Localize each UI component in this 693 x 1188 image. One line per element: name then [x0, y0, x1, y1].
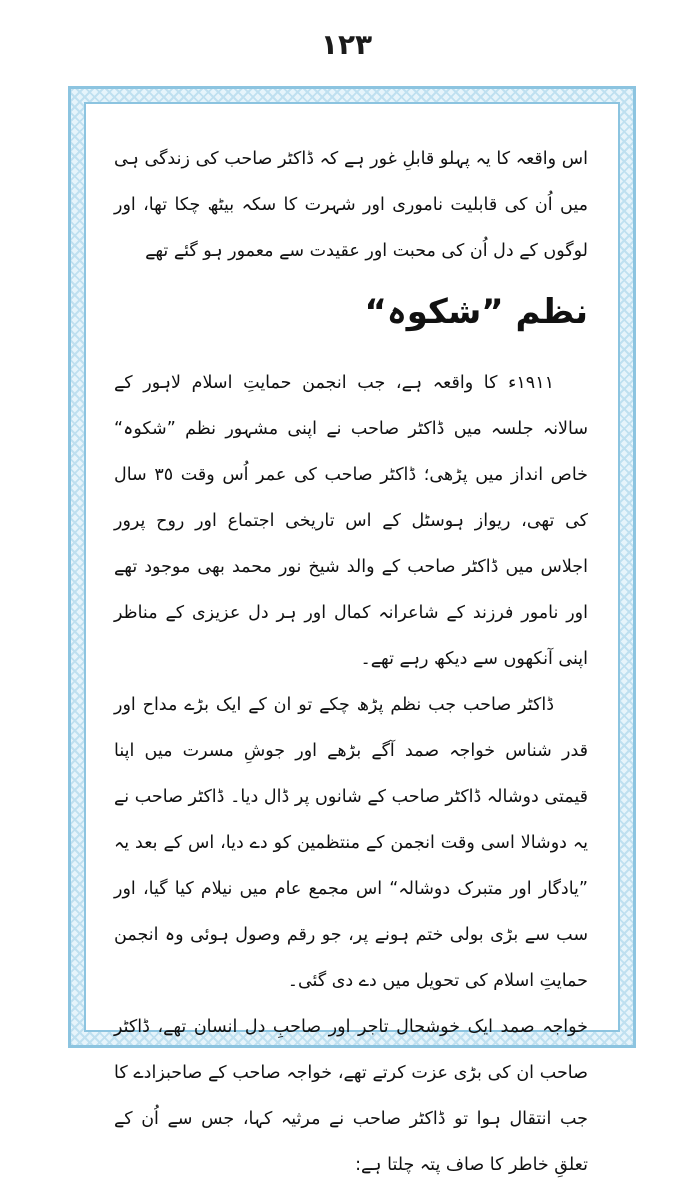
page-content	[114, 136, 588, 1175]
page-text-area	[84, 102, 620, 1175]
decorative-page-border	[68, 86, 636, 1175]
paragraph-1: ١٩١١ء کا واقعہ ہے، جب انجمن حمایتِ اسلام لاہور کے سالانہ جلسہ میں ڈاکٹر صاحب نے اپنی مشہور نظم ”شکوہ“ خاص انداز میں پڑھی؛ ڈاکٹر صاحب کی عمر اُس وقت ٣٥ سال کی تھی، ریواز ہوسٹل کے اس تاریخی اجتماع اور روح پرور اجلاس میں ڈاکٹر صاحب کے والد شیخ نور محمد بھی موجود تھے اور نامور فرزند کے شاعرانہ کمال اور ہر دل عزیزی کے مناظر اپنی آنکھوں سے دیکھ رہے تھے۔	[114, 373, 588, 669]
paragraph-3: خواجہ صمد ایک خوشحال تاجر اور صاحبِ دل انسان تھے، ڈاکٹر صاحب ان کی بڑی عزت کرتے تھے، خواجہ صاحب کے صاحبزادے کا جب انتقال ہوا تو ڈاکٹر صاحب نے مرثیہ کہا، جس سے اُن کے تعلقِ خاطر کا صاف پتہ چلتا ہے:	[114, 1017, 588, 1175]
paragraph-2: ڈاکٹر صاحب جب نظم پڑھ چکے تو ان کے ایک بڑے مداح اور قدر شناس خواجہ صمد آگے بڑھے اور جوشِ مسرت میں اپنا قیمتی دوشالہ ڈاکٹر صاحب کے شانوں پر ڈال دیا۔ ڈاکٹر صاحب نے یہ دوشالا اسی وقت انجمن کے منتظمین کو دے دیا، اس کے بعد یہ ”یادگار اور متبرک دوشالہ“ اس مجمع عام میں نیلام کیا گیا، اور سب سے بڑی بولی ختم ہونے پر، جو رقم وصول ہوئی وہ انجمن حمایتِ اسلام کی تحویل میں دے دی گئی۔	[114, 695, 588, 991]
section-heading: نظم ”شکوہ“	[364, 292, 588, 332]
page-number: ١٢٣	[320, 28, 373, 61]
intro-paragraph: اس واقعہ کا یہ پہلو قابلِ غور ہے کہ ڈاکٹر صاحب کی زندگی ہی میں اُن کی قابلیت ناموری اور شہرت کا سکہ بیٹھ چکا تھا، اور لوگوں کے دل اُن کی محبت اور عقیدت سے معمور ہو گئے تھے	[114, 149, 588, 261]
